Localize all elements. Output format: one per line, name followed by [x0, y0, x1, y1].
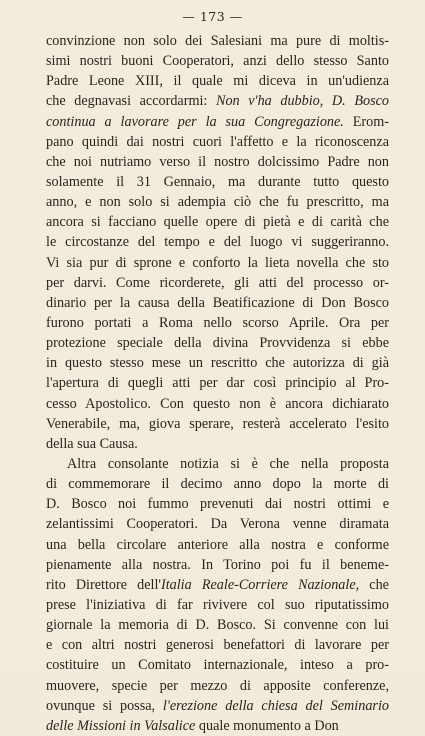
text-line: [46, 555, 389, 575]
text-line: [46, 535, 389, 555]
text-run: anno, e non solo si adempia ciò che fu prescritto, ma: [46, 194, 389, 211]
text-run: ancora si facciano quelle opere di pietà e di carità che: [46, 214, 389, 231]
text-line: [46, 474, 389, 494]
text-run: D. Bosco noi fummo prevenuti dai nostri ottimi e: [46, 496, 389, 513]
text-run: le circostanze del tempo e del luogo vi suggeriranno.: [46, 234, 389, 251]
text-run: zelantissimi Cooperatori. Da Verona venne diramata: [46, 516, 389, 533]
text-run: dinario per la causa della Beatificazione di Don Bosco: [46, 294, 389, 311]
text-run: l'apertura di quegli atti per dar così principio al Pro-: [46, 375, 389, 392]
text-run: solamente il 31 Gennaio, ma durante tutto questo: [46, 173, 389, 190]
italic-text: l'erezione della chiesa del Seminario: [162, 697, 389, 714]
text-line: [46, 575, 389, 595]
text-run: rito Direttore dell': [46, 576, 161, 593]
text-line: [46, 394, 389, 414]
text-run: pano quindi dai nostri cuori l'affetto e la riconoscenza: [46, 133, 389, 150]
text-line: [46, 51, 389, 71]
text-line: [46, 273, 389, 293]
text-line: [46, 112, 389, 132]
text-line: [46, 655, 389, 675]
paragraph: [46, 454, 389, 736]
text-line: [46, 192, 389, 212]
text-line: [46, 293, 389, 313]
page-number: — 173 —: [182, 9, 243, 24]
text-line: [46, 716, 389, 736]
text-line: [46, 635, 389, 655]
text-run: che: [359, 576, 389, 593]
text-run: convinzione non solo dei Salesiani ma pure di moltis-: [46, 33, 389, 49]
text-run: giornale la memoria di D. Bosco. Si convenne con lui: [46, 617, 389, 634]
italic-text: delle Missioni in Valsalice: [46, 717, 196, 734]
paragraph: [46, 31, 389, 454]
text-line: [46, 696, 389, 716]
text-run: costituire un Comitato internazionale, inteso a pro-: [46, 657, 389, 674]
text-run: simi nostri buoni Cooperatori, anzi dello stesso Santo: [46, 53, 389, 70]
text-run: Vi sia pur di sprone e conforto la lieta novella che sto: [46, 254, 389, 271]
text-run: protezione speciale della divina Provvidenza si ebbe: [46, 335, 389, 352]
text-line: [46, 595, 389, 615]
text-line: [46, 353, 389, 373]
text-line: [46, 676, 389, 696]
text-run: ovunque si possa,: [46, 697, 163, 714]
text-run: di commemorare il decimo anno dopo la morte di: [46, 476, 389, 493]
text-line: [46, 454, 389, 474]
text-run: prese l'iniziativa di far rivivere col suo riputatissimo: [46, 596, 389, 613]
text-line: [46, 434, 389, 454]
text-run: Altra consolante notizia si è che nella proposta: [67, 455, 389, 472]
text-line: [46, 152, 389, 172]
text-line: [46, 212, 389, 232]
text-run: muovere, specie per mezzo di apposite conferenze,: [46, 677, 389, 694]
text-line: [46, 333, 389, 353]
italic-text: Non v'ha dubbio, D. Bosco: [215, 93, 389, 110]
text-run: che noi nutriamo verso il nostro dolcissimo Padre non: [46, 153, 389, 170]
text-run: quale monumento a Don: [195, 717, 339, 734]
text-line: [46, 132, 389, 152]
text-run: e con altri nostri generosi benefattori di lavorare per: [46, 637, 389, 654]
text-line: [46, 313, 389, 333]
text-run: Padre Leone XIII, il quale mi diceva in un'udienza: [46, 73, 389, 90]
text-run: che degnavasi accordarmi:: [46, 93, 216, 110]
text-line: [46, 172, 389, 192]
text-run: per darvi. Come ricorderete, gli atti del processo or-: [46, 274, 389, 291]
text-line: [46, 514, 389, 534]
text-line: [46, 91, 389, 111]
text-line: [46, 31, 389, 51]
text-line: [46, 253, 389, 273]
text-run: della sua Causa.: [46, 435, 138, 452]
text-line: [46, 373, 389, 393]
text-run: Venerabile, ma, giova sperare, resterà accelerato l'esito: [46, 415, 389, 432]
italic-text: Italia Reale-Corriere Nazionale,: [160, 576, 360, 593]
text-line: [46, 232, 389, 252]
text-run: cesso Apostolico. Con questo non è ancora dichiarato: [46, 395, 389, 412]
text-line: [46, 615, 389, 635]
text-run: Erom-: [343, 113, 390, 130]
italic-text: continua a lavorare per la sua Congregazione.: [46, 113, 344, 130]
text-line: [46, 414, 389, 434]
text-run: pienamente alla nostra. In Torino poi fu il beneme-: [46, 556, 389, 573]
text-run: una bella circolare anteriore alla nostra e conforme: [46, 536, 389, 553]
text-line: [46, 71, 389, 91]
text-line: [46, 494, 389, 514]
text-run: in questo stesso mese un rescritto che autorizza di già: [46, 355, 389, 372]
body-text: [46, 31, 389, 736]
text-run: furono portati a Roma nello scorso Aprile. Ora per: [46, 314, 389, 331]
